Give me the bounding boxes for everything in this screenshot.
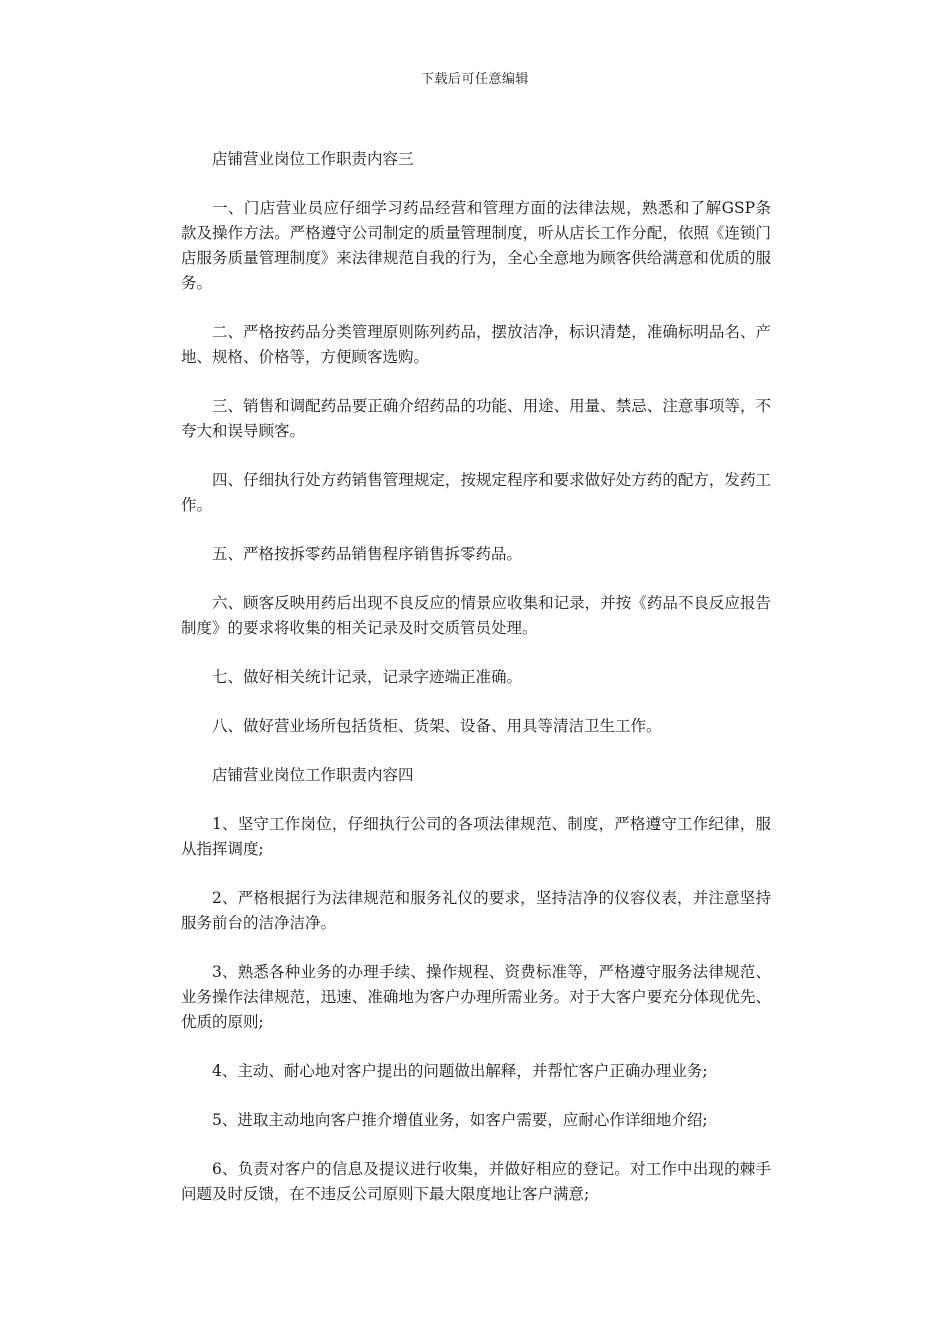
document-body (181, 147, 771, 1231)
paragraph: 三、销售和调配药品要正确介绍药品的功能、用途、用量、禁忌、注意事项等，不夸大和误导顾客。 (181, 397, 771, 440)
header-note: 下载后可任意编辑 (420, 72, 529, 87)
paragraph: 4、主动、耐心地对客户提出的问题做出解释，并帮忙客户正确办理业务; (212, 1062, 708, 1080)
section-title-4: 店铺营业岗位工作职责内容四 (212, 766, 414, 784)
paragraph: 二、严格按药品分类管理原则陈列药品，摆放洁净，标识清楚，准确标明品名、产地、规格、价格等，方便顾客选购。 (181, 323, 771, 366)
paragraph: 3、熟悉各种业务的办理手续、操作规程、资费标准等，严格遵守服务法律规范、业务操作法律规范，迅速、准确地为客户办理所需业务。对于大客户要充分体现优先、优质的原则; (181, 963, 771, 1031)
paragraph: 五、严格按拆零药品销售程序销售拆零药品。 (212, 545, 523, 563)
paragraph: 六、顾客反映用药后出现不良反应的情景应收集和记录，并按《药品不良反应报告制度》的要求将收集的相关记录及时交质管员处理。 (181, 594, 771, 637)
paragraph: 八、做好营业场所包括货柜、货架、设备、用具等清洁卫生工作。 (212, 717, 662, 735)
section-title-3: 店铺营业岗位工作职责内容三 (212, 150, 414, 168)
paragraph: 6、负责对客户的信息及提议进行收集，并做好相应的登记。对工作中出现的棘手问题及时反馈，在不违反公司原则下最大限度地让客户满意; (181, 1160, 771, 1203)
paragraph: 1、坚守工作岗位，仔细执行公司的各项法律规范、制度，严格遵守工作纪律，服从指挥调度; (181, 815, 771, 858)
paragraph: 七、做好相关统计记录，记录字迹端正准确。 (212, 668, 523, 686)
paragraph: 5、进取主动地向客户推介增值业务，如客户需要，应耐心作详细地介绍; (212, 1111, 708, 1129)
paragraph: 一、门店营业员应仔细学习药品经营和管理方面的法律法规，熟悉和了解GSP条款及操作方法。严格遵守公司制定的质量管理制度，听从店长工作分配，依照《连锁门店服务质量管理制度》来法律规范自我的行为，全心全意地为顾客供给满意和优质的服务。 (181, 199, 771, 292)
paragraph: 2、严格根据行为法律规范和服务礼仪的要求，坚持洁净的仪容仪表，并注意坚持服务前台的洁净洁净。 (181, 889, 771, 932)
paragraph: 四、仔细执行处方药销售管理规定，按规定程序和要求做好处方药的配方，发药工作。 (181, 471, 771, 514)
